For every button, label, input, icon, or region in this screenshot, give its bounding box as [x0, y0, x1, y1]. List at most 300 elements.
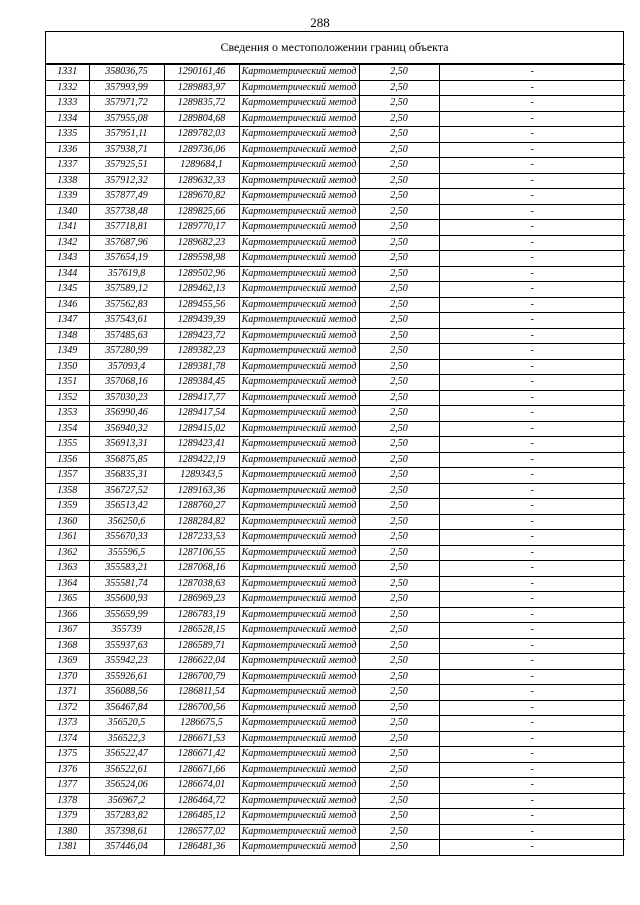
y-coordinate-cell: 1286577,02	[164, 824, 239, 840]
method-cell: Картометрический метод	[239, 437, 359, 453]
x-coordinate-cell: 356520,5	[89, 716, 164, 732]
y-coordinate-cell: 1289682,23	[164, 235, 239, 251]
y-coordinate-cell: 1289417,54	[164, 406, 239, 422]
accuracy-cell: 2,50	[359, 421, 439, 437]
boundary-points-table	[46, 64, 625, 855]
table-row	[46, 111, 625, 127]
point-number-cell: 1368	[46, 638, 89, 654]
note-cell: -	[439, 235, 625, 251]
note-cell: -	[439, 390, 625, 406]
note-cell: -	[439, 220, 625, 236]
point-number-cell: 1362	[46, 545, 89, 561]
x-coordinate-cell: 357030,23	[89, 390, 164, 406]
y-coordinate-cell: 1289381,78	[164, 359, 239, 375]
y-coordinate-cell: 1289632,33	[164, 173, 239, 189]
table-row	[46, 654, 625, 670]
point-number-cell: 1381	[46, 840, 89, 855]
table-row	[46, 530, 625, 546]
point-number-cell: 1343	[46, 251, 89, 267]
note-cell: -	[439, 406, 625, 422]
table-row	[46, 65, 625, 81]
accuracy-cell: 2,50	[359, 545, 439, 561]
point-number-cell: 1346	[46, 297, 89, 313]
y-coordinate-cell: 1287106,55	[164, 545, 239, 561]
note-cell: -	[439, 65, 625, 81]
point-number-cell: 1376	[46, 762, 89, 778]
note-cell: -	[439, 499, 625, 515]
table-row	[46, 282, 625, 298]
x-coordinate-cell: 358036,75	[89, 65, 164, 81]
y-coordinate-cell: 1289439,39	[164, 313, 239, 329]
x-coordinate-cell: 356250,6	[89, 514, 164, 530]
y-coordinate-cell: 1289883,97	[164, 80, 239, 96]
accuracy-cell: 2,50	[359, 96, 439, 112]
point-number-cell: 1335	[46, 127, 89, 143]
point-number-cell: 1352	[46, 390, 89, 406]
accuracy-cell: 2,50	[359, 375, 439, 391]
method-cell: Картометрический метод	[239, 204, 359, 220]
point-number-cell: 1344	[46, 266, 89, 282]
accuracy-cell: 2,50	[359, 561, 439, 577]
x-coordinate-cell: 357068,16	[89, 375, 164, 391]
method-cell: Картометрический метод	[239, 452, 359, 468]
note-cell: -	[439, 824, 625, 840]
point-number-cell: 1334	[46, 111, 89, 127]
y-coordinate-cell: 1288284,82	[164, 514, 239, 530]
table-row	[46, 499, 625, 515]
accuracy-cell: 2,50	[359, 452, 439, 468]
method-cell: Картометрический метод	[239, 607, 359, 623]
point-number-cell: 1375	[46, 747, 89, 763]
method-cell: Картометрический метод	[239, 282, 359, 298]
point-number-cell: 1333	[46, 96, 89, 112]
point-number-cell: 1358	[46, 483, 89, 499]
method-cell: Картометрический метод	[239, 111, 359, 127]
table-row	[46, 390, 625, 406]
x-coordinate-cell: 357283,82	[89, 809, 164, 825]
point-number-cell: 1351	[46, 375, 89, 391]
method-cell: Картометрический метод	[239, 65, 359, 81]
accuracy-cell: 2,50	[359, 514, 439, 530]
accuracy-cell: 2,50	[359, 65, 439, 81]
table-row	[46, 638, 625, 654]
x-coordinate-cell: 357093,4	[89, 359, 164, 375]
point-number-cell: 1342	[46, 235, 89, 251]
accuracy-cell: 2,50	[359, 127, 439, 143]
table-row	[46, 716, 625, 732]
accuracy-cell: 2,50	[359, 731, 439, 747]
table-row	[46, 189, 625, 205]
x-coordinate-cell: 356990,46	[89, 406, 164, 422]
x-coordinate-cell: 357955,08	[89, 111, 164, 127]
note-cell: -	[439, 638, 625, 654]
y-coordinate-cell: 1286671,42	[164, 747, 239, 763]
method-cell: Картометрический метод	[239, 266, 359, 282]
point-number-cell: 1367	[46, 623, 89, 639]
y-coordinate-cell: 1287038,63	[164, 576, 239, 592]
point-number-cell: 1341	[46, 220, 89, 236]
method-cell: Картометрический метод	[239, 793, 359, 809]
method-cell: Картометрический метод	[239, 483, 359, 499]
y-coordinate-cell: 1286811,54	[164, 685, 239, 701]
note-cell: -	[439, 809, 625, 825]
table-row	[46, 483, 625, 499]
table-row	[46, 344, 625, 360]
x-coordinate-cell: 356875,85	[89, 452, 164, 468]
point-number-cell: 1338	[46, 173, 89, 189]
point-number-cell: 1339	[46, 189, 89, 205]
method-cell: Картометрический метод	[239, 251, 359, 267]
note-cell: -	[439, 96, 625, 112]
accuracy-cell: 2,50	[359, 669, 439, 685]
y-coordinate-cell: 1287233,53	[164, 530, 239, 546]
x-coordinate-cell: 356467,84	[89, 700, 164, 716]
point-number-cell: 1331	[46, 65, 89, 81]
table-row	[46, 576, 625, 592]
table-row	[46, 685, 625, 701]
y-coordinate-cell: 1286675,5	[164, 716, 239, 732]
table-row	[46, 840, 625, 855]
note-cell: -	[439, 452, 625, 468]
table-row	[46, 96, 625, 112]
accuracy-cell: 2,50	[359, 607, 439, 623]
x-coordinate-cell: 355659,99	[89, 607, 164, 623]
table-row	[46, 297, 625, 313]
table-row	[46, 127, 625, 143]
note-cell: -	[439, 607, 625, 623]
point-number-cell: 1361	[46, 530, 89, 546]
accuracy-cell: 2,50	[359, 142, 439, 158]
method-cell: Картометрический метод	[239, 685, 359, 701]
x-coordinate-cell: 356088,56	[89, 685, 164, 701]
point-number-cell: 1336	[46, 142, 89, 158]
note-cell: -	[439, 762, 625, 778]
x-coordinate-cell: 357562,83	[89, 297, 164, 313]
point-number-cell: 1370	[46, 669, 89, 685]
point-number-cell: 1377	[46, 778, 89, 794]
x-coordinate-cell: 357398,61	[89, 824, 164, 840]
method-cell: Картометрический метод	[239, 669, 359, 685]
note-cell: -	[439, 251, 625, 267]
method-cell: Картометрический метод	[239, 375, 359, 391]
method-cell: Картометрический метод	[239, 189, 359, 205]
accuracy-cell: 2,50	[359, 235, 439, 251]
table-row	[46, 80, 625, 96]
x-coordinate-cell: 357938,71	[89, 142, 164, 158]
page-number: 288	[310, 15, 330, 30]
y-coordinate-cell: 1289770,17	[164, 220, 239, 236]
method-cell: Картометрический метод	[239, 344, 359, 360]
x-coordinate-cell: 355670,33	[89, 530, 164, 546]
note-cell: -	[439, 437, 625, 453]
method-cell: Картометрический метод	[239, 173, 359, 189]
y-coordinate-cell: 1286783,19	[164, 607, 239, 623]
method-cell: Картометрический метод	[239, 127, 359, 143]
method-cell: Картометрический метод	[239, 700, 359, 716]
x-coordinate-cell: 355937,63	[89, 638, 164, 654]
x-coordinate-cell: 356524,06	[89, 778, 164, 794]
x-coordinate-cell: 357993,99	[89, 80, 164, 96]
table-row	[46, 328, 625, 344]
x-coordinate-cell: 355942,23	[89, 654, 164, 670]
table-row	[46, 700, 625, 716]
x-coordinate-cell: 356967,2	[89, 793, 164, 809]
note-cell: -	[439, 328, 625, 344]
y-coordinate-cell: 1289343,5	[164, 468, 239, 484]
x-coordinate-cell: 357687,96	[89, 235, 164, 251]
method-cell: Картометрический метод	[239, 716, 359, 732]
method-cell: Картометрический метод	[239, 623, 359, 639]
table-row	[46, 421, 625, 437]
table-row	[46, 142, 625, 158]
accuracy-cell: 2,50	[359, 189, 439, 205]
note-cell: -	[439, 747, 625, 763]
method-cell: Картометрический метод	[239, 142, 359, 158]
table-row	[46, 623, 625, 639]
accuracy-cell: 2,50	[359, 762, 439, 778]
accuracy-cell: 2,50	[359, 809, 439, 825]
method-cell: Картометрический метод	[239, 824, 359, 840]
y-coordinate-cell: 1288760,27	[164, 499, 239, 515]
note-cell: -	[439, 189, 625, 205]
method-cell: Картометрический метод	[239, 592, 359, 608]
point-number-cell: 1364	[46, 576, 89, 592]
method-cell: Картометрический метод	[239, 747, 359, 763]
x-coordinate-cell: 355600,93	[89, 592, 164, 608]
accuracy-cell: 2,50	[359, 700, 439, 716]
accuracy-cell: 2,50	[359, 158, 439, 174]
table-row	[46, 731, 625, 747]
y-coordinate-cell: 1289804,68	[164, 111, 239, 127]
x-coordinate-cell: 356727,52	[89, 483, 164, 499]
y-coordinate-cell: 1286481,36	[164, 840, 239, 855]
y-coordinate-cell: 1289670,82	[164, 189, 239, 205]
method-cell: Картометрический метод	[239, 158, 359, 174]
accuracy-cell: 2,50	[359, 204, 439, 220]
accuracy-cell: 2,50	[359, 747, 439, 763]
point-number-cell: 1356	[46, 452, 89, 468]
note-cell: -	[439, 80, 625, 96]
accuracy-cell: 2,50	[359, 530, 439, 546]
table-row	[46, 220, 625, 236]
table-row	[46, 607, 625, 623]
y-coordinate-cell: 1286671,53	[164, 731, 239, 747]
note-cell: -	[439, 514, 625, 530]
x-coordinate-cell: 355583,21	[89, 561, 164, 577]
note-cell: -	[439, 344, 625, 360]
method-cell: Картометрический метод	[239, 809, 359, 825]
table-row	[46, 452, 625, 468]
y-coordinate-cell: 1289382,23	[164, 344, 239, 360]
note-cell: -	[439, 173, 625, 189]
table-row	[46, 468, 625, 484]
accuracy-cell: 2,50	[359, 654, 439, 670]
note-cell: -	[439, 375, 625, 391]
x-coordinate-cell: 357543,61	[89, 313, 164, 329]
y-coordinate-cell: 1289782,03	[164, 127, 239, 143]
note-cell: -	[439, 266, 625, 282]
point-number-cell: 1355	[46, 437, 89, 453]
note-cell: -	[439, 716, 625, 732]
table-row	[46, 158, 625, 174]
note-cell: -	[439, 561, 625, 577]
method-cell: Картометрический метод	[239, 390, 359, 406]
method-cell: Картометрический метод	[239, 530, 359, 546]
y-coordinate-cell: 1287068,16	[164, 561, 239, 577]
accuracy-cell: 2,50	[359, 716, 439, 732]
point-number-cell: 1359	[46, 499, 89, 515]
point-number-cell: 1366	[46, 607, 89, 623]
note-cell: -	[439, 127, 625, 143]
note-cell: -	[439, 421, 625, 437]
accuracy-cell: 2,50	[359, 220, 439, 236]
point-number-cell: 1363	[46, 561, 89, 577]
note-cell: -	[439, 142, 625, 158]
method-cell: Картометрический метод	[239, 576, 359, 592]
y-coordinate-cell: 1289598,98	[164, 251, 239, 267]
x-coordinate-cell: 356835,31	[89, 468, 164, 484]
point-number-cell: 1337	[46, 158, 89, 174]
x-coordinate-cell: 355739	[89, 623, 164, 639]
point-number-cell: 1357	[46, 468, 89, 484]
y-coordinate-cell: 1289835,72	[164, 96, 239, 112]
method-cell: Картометрический метод	[239, 561, 359, 577]
x-coordinate-cell: 357971,72	[89, 96, 164, 112]
accuracy-cell: 2,50	[359, 623, 439, 639]
y-coordinate-cell: 1286671,66	[164, 762, 239, 778]
y-coordinate-cell: 1290161,46	[164, 65, 239, 81]
x-coordinate-cell: 356522,47	[89, 747, 164, 763]
x-coordinate-cell: 357912,32	[89, 173, 164, 189]
table-row	[46, 437, 625, 453]
table-row	[46, 747, 625, 763]
method-cell: Картометрический метод	[239, 638, 359, 654]
table-row	[46, 266, 625, 282]
point-number-cell: 1379	[46, 809, 89, 825]
table-row	[46, 251, 625, 267]
y-coordinate-cell: 1286485,12	[164, 809, 239, 825]
y-coordinate-cell: 1289422,19	[164, 452, 239, 468]
method-cell: Картометрический метод	[239, 731, 359, 747]
method-cell: Картометрический метод	[239, 220, 359, 236]
method-cell: Картометрический метод	[239, 762, 359, 778]
x-coordinate-cell: 357619,8	[89, 266, 164, 282]
accuracy-cell: 2,50	[359, 80, 439, 96]
x-coordinate-cell: 356940,32	[89, 421, 164, 437]
y-coordinate-cell: 1289417,77	[164, 390, 239, 406]
accuracy-cell: 2,50	[359, 468, 439, 484]
note-cell: -	[439, 623, 625, 639]
accuracy-cell: 2,50	[359, 344, 439, 360]
x-coordinate-cell: 356913,31	[89, 437, 164, 453]
x-coordinate-cell: 357951,11	[89, 127, 164, 143]
y-coordinate-cell: 1286528,15	[164, 623, 239, 639]
y-coordinate-cell: 1289423,72	[164, 328, 239, 344]
x-coordinate-cell: 357877,49	[89, 189, 164, 205]
accuracy-cell: 2,50	[359, 793, 439, 809]
accuracy-cell: 2,50	[359, 297, 439, 313]
table-row	[46, 793, 625, 809]
boundary-table-container	[45, 31, 624, 856]
y-coordinate-cell: 1286700,79	[164, 669, 239, 685]
note-cell: -	[439, 468, 625, 484]
note-cell: -	[439, 700, 625, 716]
point-number-cell: 1360	[46, 514, 89, 530]
table-row	[46, 406, 625, 422]
x-coordinate-cell: 356513,42	[89, 499, 164, 515]
x-coordinate-cell: 355581,74	[89, 576, 164, 592]
table-title: Сведения о местоположении границ объекта	[46, 32, 623, 64]
note-cell: -	[439, 282, 625, 298]
note-cell: -	[439, 297, 625, 313]
accuracy-cell: 2,50	[359, 824, 439, 840]
x-coordinate-cell: 355596,5	[89, 545, 164, 561]
y-coordinate-cell: 1289736,06	[164, 142, 239, 158]
point-number-cell: 1369	[46, 654, 89, 670]
method-cell: Картометрический метод	[239, 654, 359, 670]
method-cell: Картометрический метод	[239, 499, 359, 515]
note-cell: -	[439, 654, 625, 670]
table-row	[46, 514, 625, 530]
y-coordinate-cell: 1289462,13	[164, 282, 239, 298]
accuracy-cell: 2,50	[359, 390, 439, 406]
method-cell: Картометрический метод	[239, 406, 359, 422]
table-row	[46, 313, 625, 329]
y-coordinate-cell: 1289455,56	[164, 297, 239, 313]
table-row	[46, 545, 625, 561]
point-number-cell: 1365	[46, 592, 89, 608]
y-coordinate-cell: 1286589,71	[164, 638, 239, 654]
y-coordinate-cell: 1289415,02	[164, 421, 239, 437]
table-row	[46, 592, 625, 608]
x-coordinate-cell: 357485,63	[89, 328, 164, 344]
point-number-cell: 1380	[46, 824, 89, 840]
y-coordinate-cell: 1286700,56	[164, 700, 239, 716]
accuracy-cell: 2,50	[359, 406, 439, 422]
note-cell: -	[439, 576, 625, 592]
method-cell: Картометрический метод	[239, 359, 359, 375]
table-row	[46, 561, 625, 577]
note-cell: -	[439, 840, 625, 855]
point-number-cell: 1353	[46, 406, 89, 422]
point-number-cell: 1349	[46, 344, 89, 360]
method-cell: Картометрический метод	[239, 235, 359, 251]
accuracy-cell: 2,50	[359, 313, 439, 329]
x-coordinate-cell: 357738,48	[89, 204, 164, 220]
table-row	[46, 375, 625, 391]
point-number-cell: 1340	[46, 204, 89, 220]
table-row	[46, 669, 625, 685]
note-cell: -	[439, 111, 625, 127]
x-coordinate-cell: 355926,61	[89, 669, 164, 685]
point-number-cell: 1374	[46, 731, 89, 747]
note-cell: -	[439, 592, 625, 608]
x-coordinate-cell: 357446,04	[89, 840, 164, 855]
note-cell: -	[439, 359, 625, 375]
note-cell: -	[439, 793, 625, 809]
x-coordinate-cell: 356522,3	[89, 731, 164, 747]
point-number-cell: 1347	[46, 313, 89, 329]
y-coordinate-cell: 1289163,36	[164, 483, 239, 499]
accuracy-cell: 2,50	[359, 499, 439, 515]
note-cell: -	[439, 685, 625, 701]
y-coordinate-cell: 1289423,41	[164, 437, 239, 453]
point-number-cell: 1350	[46, 359, 89, 375]
accuracy-cell: 2,50	[359, 685, 439, 701]
accuracy-cell: 2,50	[359, 359, 439, 375]
method-cell: Картометрический метод	[239, 96, 359, 112]
note-cell: -	[439, 731, 625, 747]
